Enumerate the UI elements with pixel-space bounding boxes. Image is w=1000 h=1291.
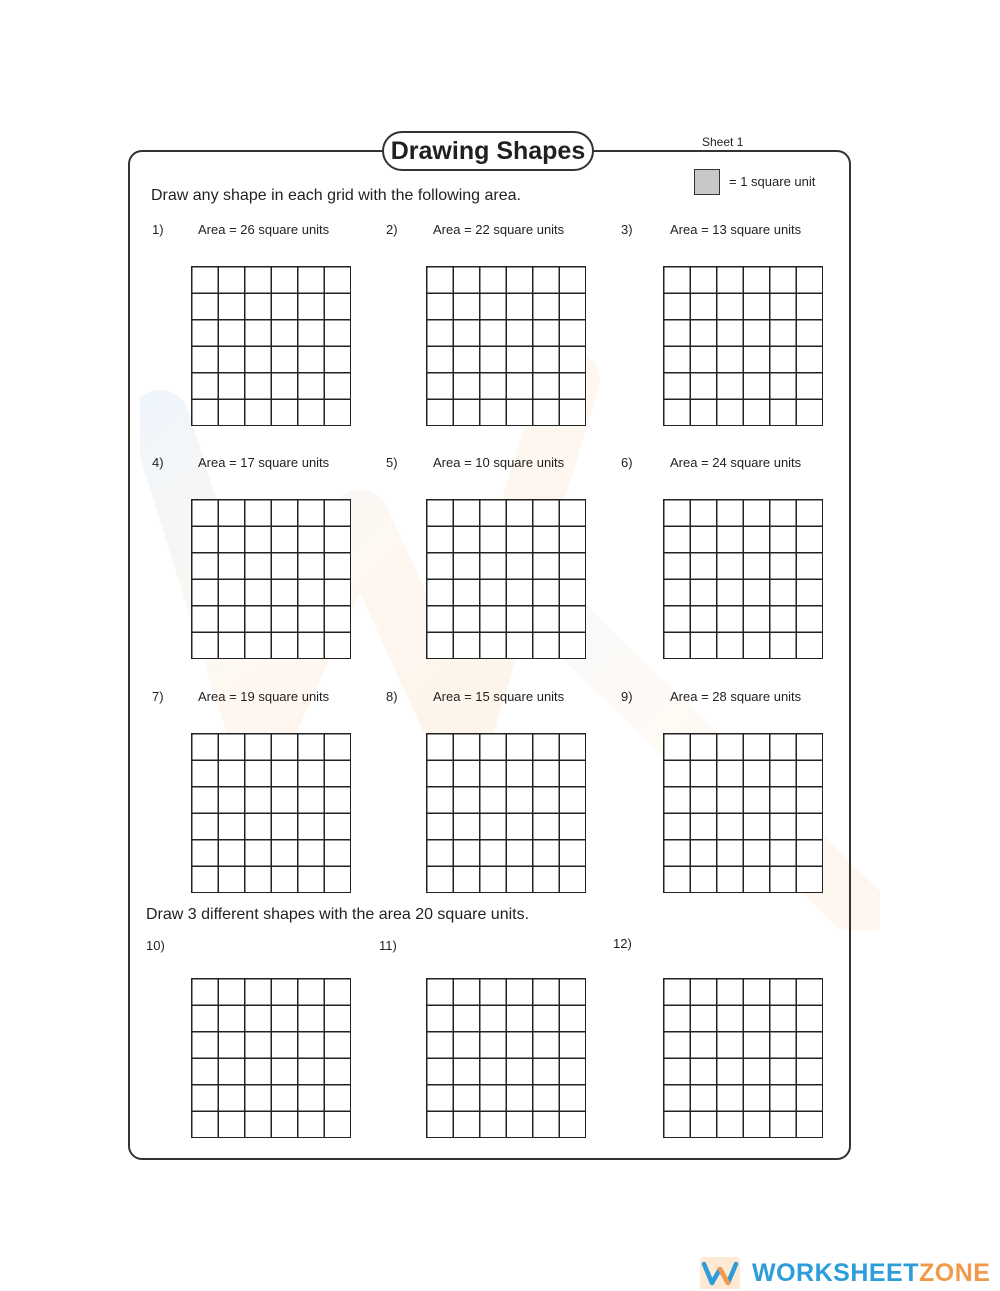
brand-name-part2: ZONE — [919, 1258, 991, 1287]
problem-9-grid[interactable] — [663, 733, 823, 893]
problem-6-grid[interactable] — [663, 499, 823, 659]
problem-5-grid[interactable] — [426, 499, 586, 659]
page-title: Drawing Shapes — [382, 131, 594, 171]
worksheetzone-logo-icon — [700, 1257, 740, 1289]
problem-5-area: Area = 10 square units — [433, 455, 565, 470]
instruction-part2: Draw 3 different shapes with the area 20 square units. — [146, 906, 530, 923]
problem-1-grid[interactable] — [191, 266, 351, 426]
problem-3-number: 3) — [621, 222, 633, 237]
problem-12-number: 12) — [613, 936, 632, 951]
problem-10-number: 10) — [146, 938, 165, 953]
sheet-label: Sheet 1 — [702, 135, 744, 149]
problem-12-grid[interactable] — [663, 978, 823, 1138]
problem-9-area: Area = 28 square units — [670, 689, 802, 704]
problem-6-number: 6) — [621, 455, 633, 470]
unit-square-icon — [694, 169, 720, 195]
problem-2-grid[interactable] — [426, 266, 586, 426]
problem-2-area: Area = 22 square units — [433, 222, 565, 237]
problem-3-grid[interactable] — [663, 266, 823, 426]
problem-4-area: Area = 17 square units — [198, 455, 330, 470]
problem-8-number: 8) — [386, 689, 398, 704]
problem-8-grid[interactable] — [426, 733, 586, 893]
problem-7-area: Area = 19 square units — [198, 689, 330, 704]
problem-8-area: Area = 15 square units — [433, 689, 565, 704]
problem-6-area: Area = 24 square units — [670, 455, 802, 470]
problem-11-number: 11) — [379, 938, 397, 953]
problem-7-grid[interactable] — [191, 733, 351, 893]
instruction-part1: Draw any shape in each grid with the following area. — [151, 187, 521, 204]
problem-7-number: 7) — [152, 689, 164, 704]
brand-name — [752, 1259, 990, 1288]
problem-9-number: 9) — [621, 689, 633, 704]
legend-label: = 1 square unit — [729, 174, 816, 189]
problem-2-number: 2) — [386, 222, 398, 237]
problem-10-grid[interactable] — [191, 978, 351, 1138]
problem-11-grid[interactable] — [426, 978, 586, 1138]
problem-4-grid[interactable] — [191, 499, 351, 659]
brand-name-part1: WORKSHEET — [752, 1258, 919, 1287]
problem-3-area: Area = 13 square units — [670, 222, 802, 237]
brand-footer — [700, 1256, 990, 1290]
problem-4-number: 4) — [152, 455, 164, 470]
problem-1-number: 1) — [152, 222, 164, 237]
problem-1-area: Area = 26 square units — [198, 222, 330, 237]
problem-5-number: 5) — [386, 455, 398, 470]
